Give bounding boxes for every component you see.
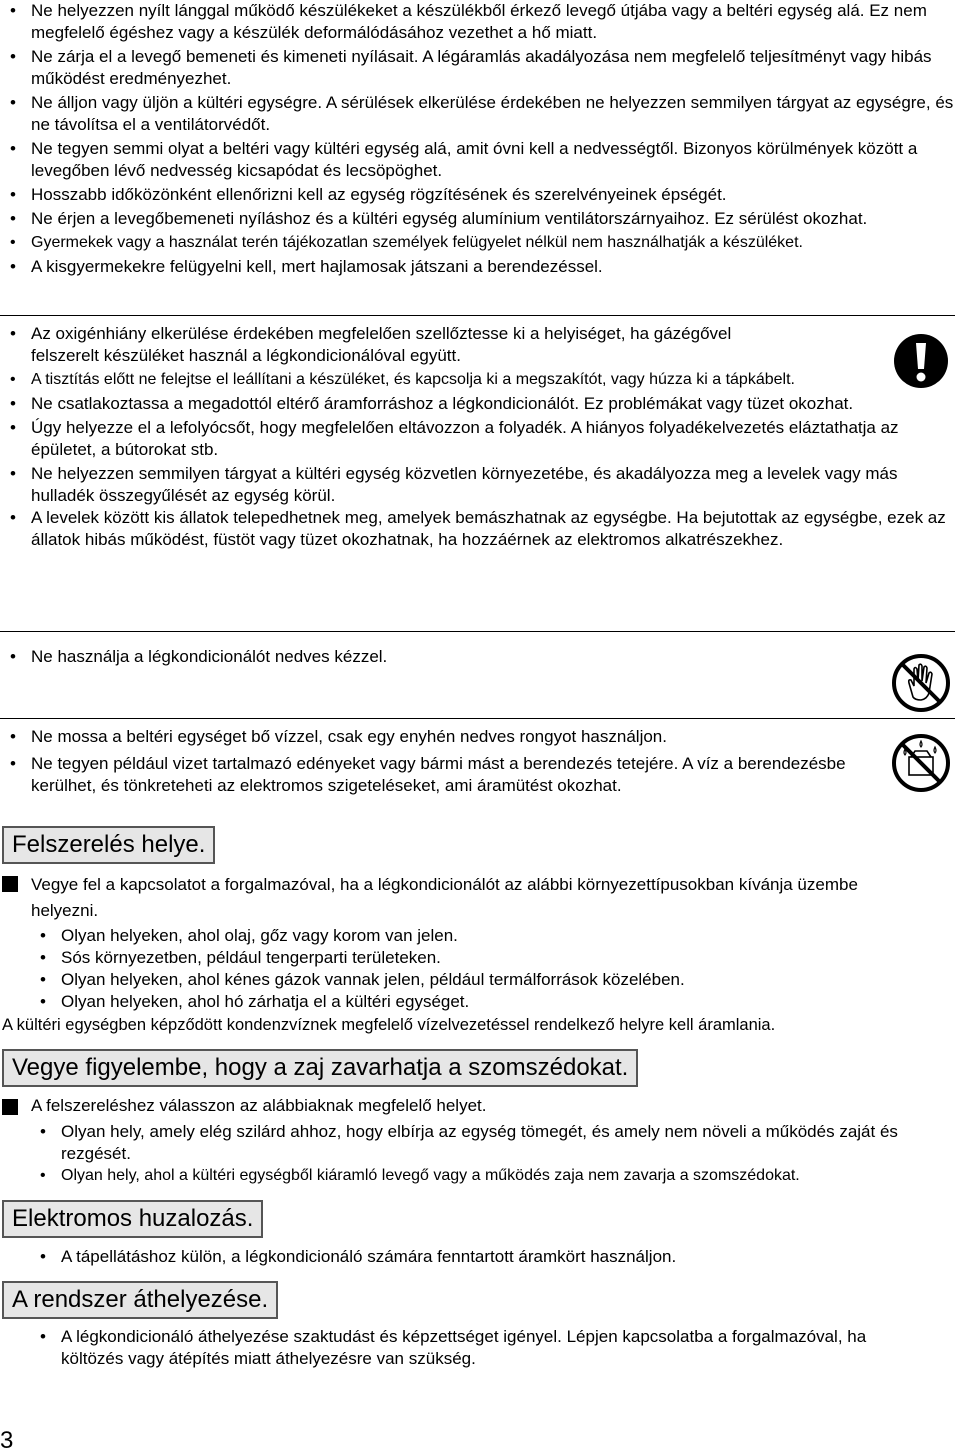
list-item: • Ne tegyen például vizet tartalmazó edényeket vagy bármi mást a berendezés tetejére. A víz a berendezésbe kerülhet, és tönkreteheti az elektromos szigeteléseket, ami áramütést okozhat. [0,753,880,797]
list-item: • Hosszabb időközönként ellenőrizni kell az egység rögzítésének és szerelvényeinek épségét. [0,184,960,206]
list-item: • Ne tegyen semmi olyat a beltéri vagy kültéri egység alá, amit óvni kell a nedvességtől. Bizonyos körülmények között a levegőben lévő nedvesség kicsapódat és lecsöpöghet. [0,138,960,182]
warning-section-4 [0,726,960,799]
square-bullet-icon [2,876,18,892]
warning-list-3 [0,646,960,668]
warning-section-2 [0,323,960,553]
warning-section-1 [0,0,960,280]
square-bullet-icon [2,1099,18,1115]
list-item: • Ne helyezzen nyílt lánggal működő készülékeket a készülékből érkező levegő útjába vagy a beltéri egység alá. Ez nem megfelelő égéshez vagy a készülék deformálódásához vezethet a hő miatt. [0,0,960,44]
section-heading-install: Felszerelés helye. [2,826,215,864]
list-item: • A tápellátáshoz külön, a légkondicionáló számára fenntartott áramkört használjon. [0,1246,960,1268]
list-item: • A tisztítás előtt ne felejtse el leállítani a készüléket, és kapcsolja ki a megszakítót, vagy húzza ki a tápkábelt. [0,369,880,391]
section-heading-wiring: Elektromos huzalozás. [2,1200,263,1238]
noise-intro-text: A felszereléshez válasszon az alábbiaknak megfelelő helyet. [31,1096,487,1115]
install-note: A kültéri egységben képződött kondenzvíznek megfelelő vízelvezetéssel rendelkező helyre kell áramlania. [2,1016,776,1034]
install-intro-text: Vegye fel a kapcsolatot a forgalmazóval, ha a légkondicionálót az alábbi környezettípusokban kívánja üzembe helyezni. [31,875,858,920]
list-item: • Olyan helyeken, ahol hó zárhatja el a kültéri egységet. [0,991,960,1013]
noise-intro [0,1095,487,1117]
warning-list-4 [0,726,880,797]
list-item: • Olyan helyeken, ahol olaj, gőz vagy korom van jelen. [0,925,960,947]
list-item: • Ne mossa a beltéri egységet bő vízzel, csak egy enyhén nedves rongyot használjon. [0,726,880,748]
divider [0,718,955,719]
list-item: • Ne érjen a levegőbemeneti nyíláshoz és a kültéri egység alumínium ventilátorszárnyaihoz. Ez sérülést okozhat. [0,208,960,230]
list-item: • Úgy helyezze el a lefolyócsőt, hogy megfelelően eltávozzon a folyadék. A hiányos folyadékelvezetés eláztathatja az épületet, a bútorokat stb. [0,417,951,461]
list-item: • Ne csatlakoztassa a megadottól eltérő áramforráshoz a légkondicionálót. Ez problémákat vagy tüzet okozhat. [0,393,951,415]
section-heading-relocation: A rendszer áthelyezése. [2,1281,278,1319]
list-item: • A légkondicionáló áthelyezése szaktudást és képzettséget igényel. Lépjen kapcsolatba a forgalmazóval, ha költözés vagy átépítés miatt áthelyezésre van szükség. [0,1326,900,1370]
page-number: 3 [0,1427,14,1454]
list-item: • Olyan hely, amely elég szilárd ahhoz, hogy elbírja az egység tömegét, és amely nem növeli a működés zaját és rezgését. [0,1121,920,1165]
exclamation-icon [893,333,949,389]
divider [0,315,955,316]
list-item: • Gyermekek vagy a használat terén tájékozatlan személyek felügyelet nélkül nem használhatják a készüléket. [0,232,960,254]
install-list [0,925,960,1013]
divider [0,631,955,632]
install-intro [0,872,911,924]
list-item: • Ne álljon vagy üljön a kültéri egységre. A sérülések elkerülése érdekében ne helyezzen semmilyen tárgyat az egységre, és ne távolítsa el a ventilátorvédőt. [0,92,960,136]
list-item: • A levelek között kis állatok telepedhetnek meg, amelyek bemászhatnak az egységbe. Ha bejutottak az egységbe, ezek az állatok hibás működést, füstöt vagy tüzet okozhatnak, ha hozzáérnek az elektromos alkatrészekhez. [0,507,951,551]
warning-list-1 [0,0,960,278]
list-item: • Ne helyezzen semmilyen tárgyat a kültéri egység közvetlen környezetébe, és akadályozza meg a levelek vagy más hulladék összegyűlését az egység körül. [0,463,951,507]
list-item: • Az oxigénhiány elkerülése érdekében megfelelően szellőztesse ki a helyiséget, ha gázégővel felszerelt készüléket használ a légkondicionálóval együtt. [0,323,880,367]
list-item: • Ne zárja el a levegő bemeneti és kimeneti nyílásait. A légáramlás akadályozása nem megfelelő teljesítményt vagy hibás működést eredményezhet. [0,46,960,90]
list-item: • Olyan helyeken, ahol kénes gázok vannak jelen, például termálforrások közelében. [0,969,960,991]
section-heading-noise: Vegye figyelembe, hogy a zaj zavarhatja a szomszédokat. [2,1049,638,1087]
no-wet-hands-icon [891,653,951,713]
list-item: • A kisgyermekekre felügyelni kell, mert hajlamosak játszani a berendezéssel. [0,256,960,278]
noise-list [0,1121,960,1189]
wiring-list [0,1246,960,1270]
warning-list-2 [0,323,946,551]
relocation-list [0,1326,960,1372]
list-item: • Ne használja a légkondicionálót nedves kézzel. [0,646,960,668]
warning-section-3 [0,646,960,670]
list-item: • Sós környezetben, például tengerparti területeken. [0,947,960,969]
no-water-icon [891,733,951,793]
list-item: • Olyan hely, ahol a kültéri egységből kiáramló levegő vagy a működés zaja nem zavarja a szomszédokat. [0,1165,960,1187]
